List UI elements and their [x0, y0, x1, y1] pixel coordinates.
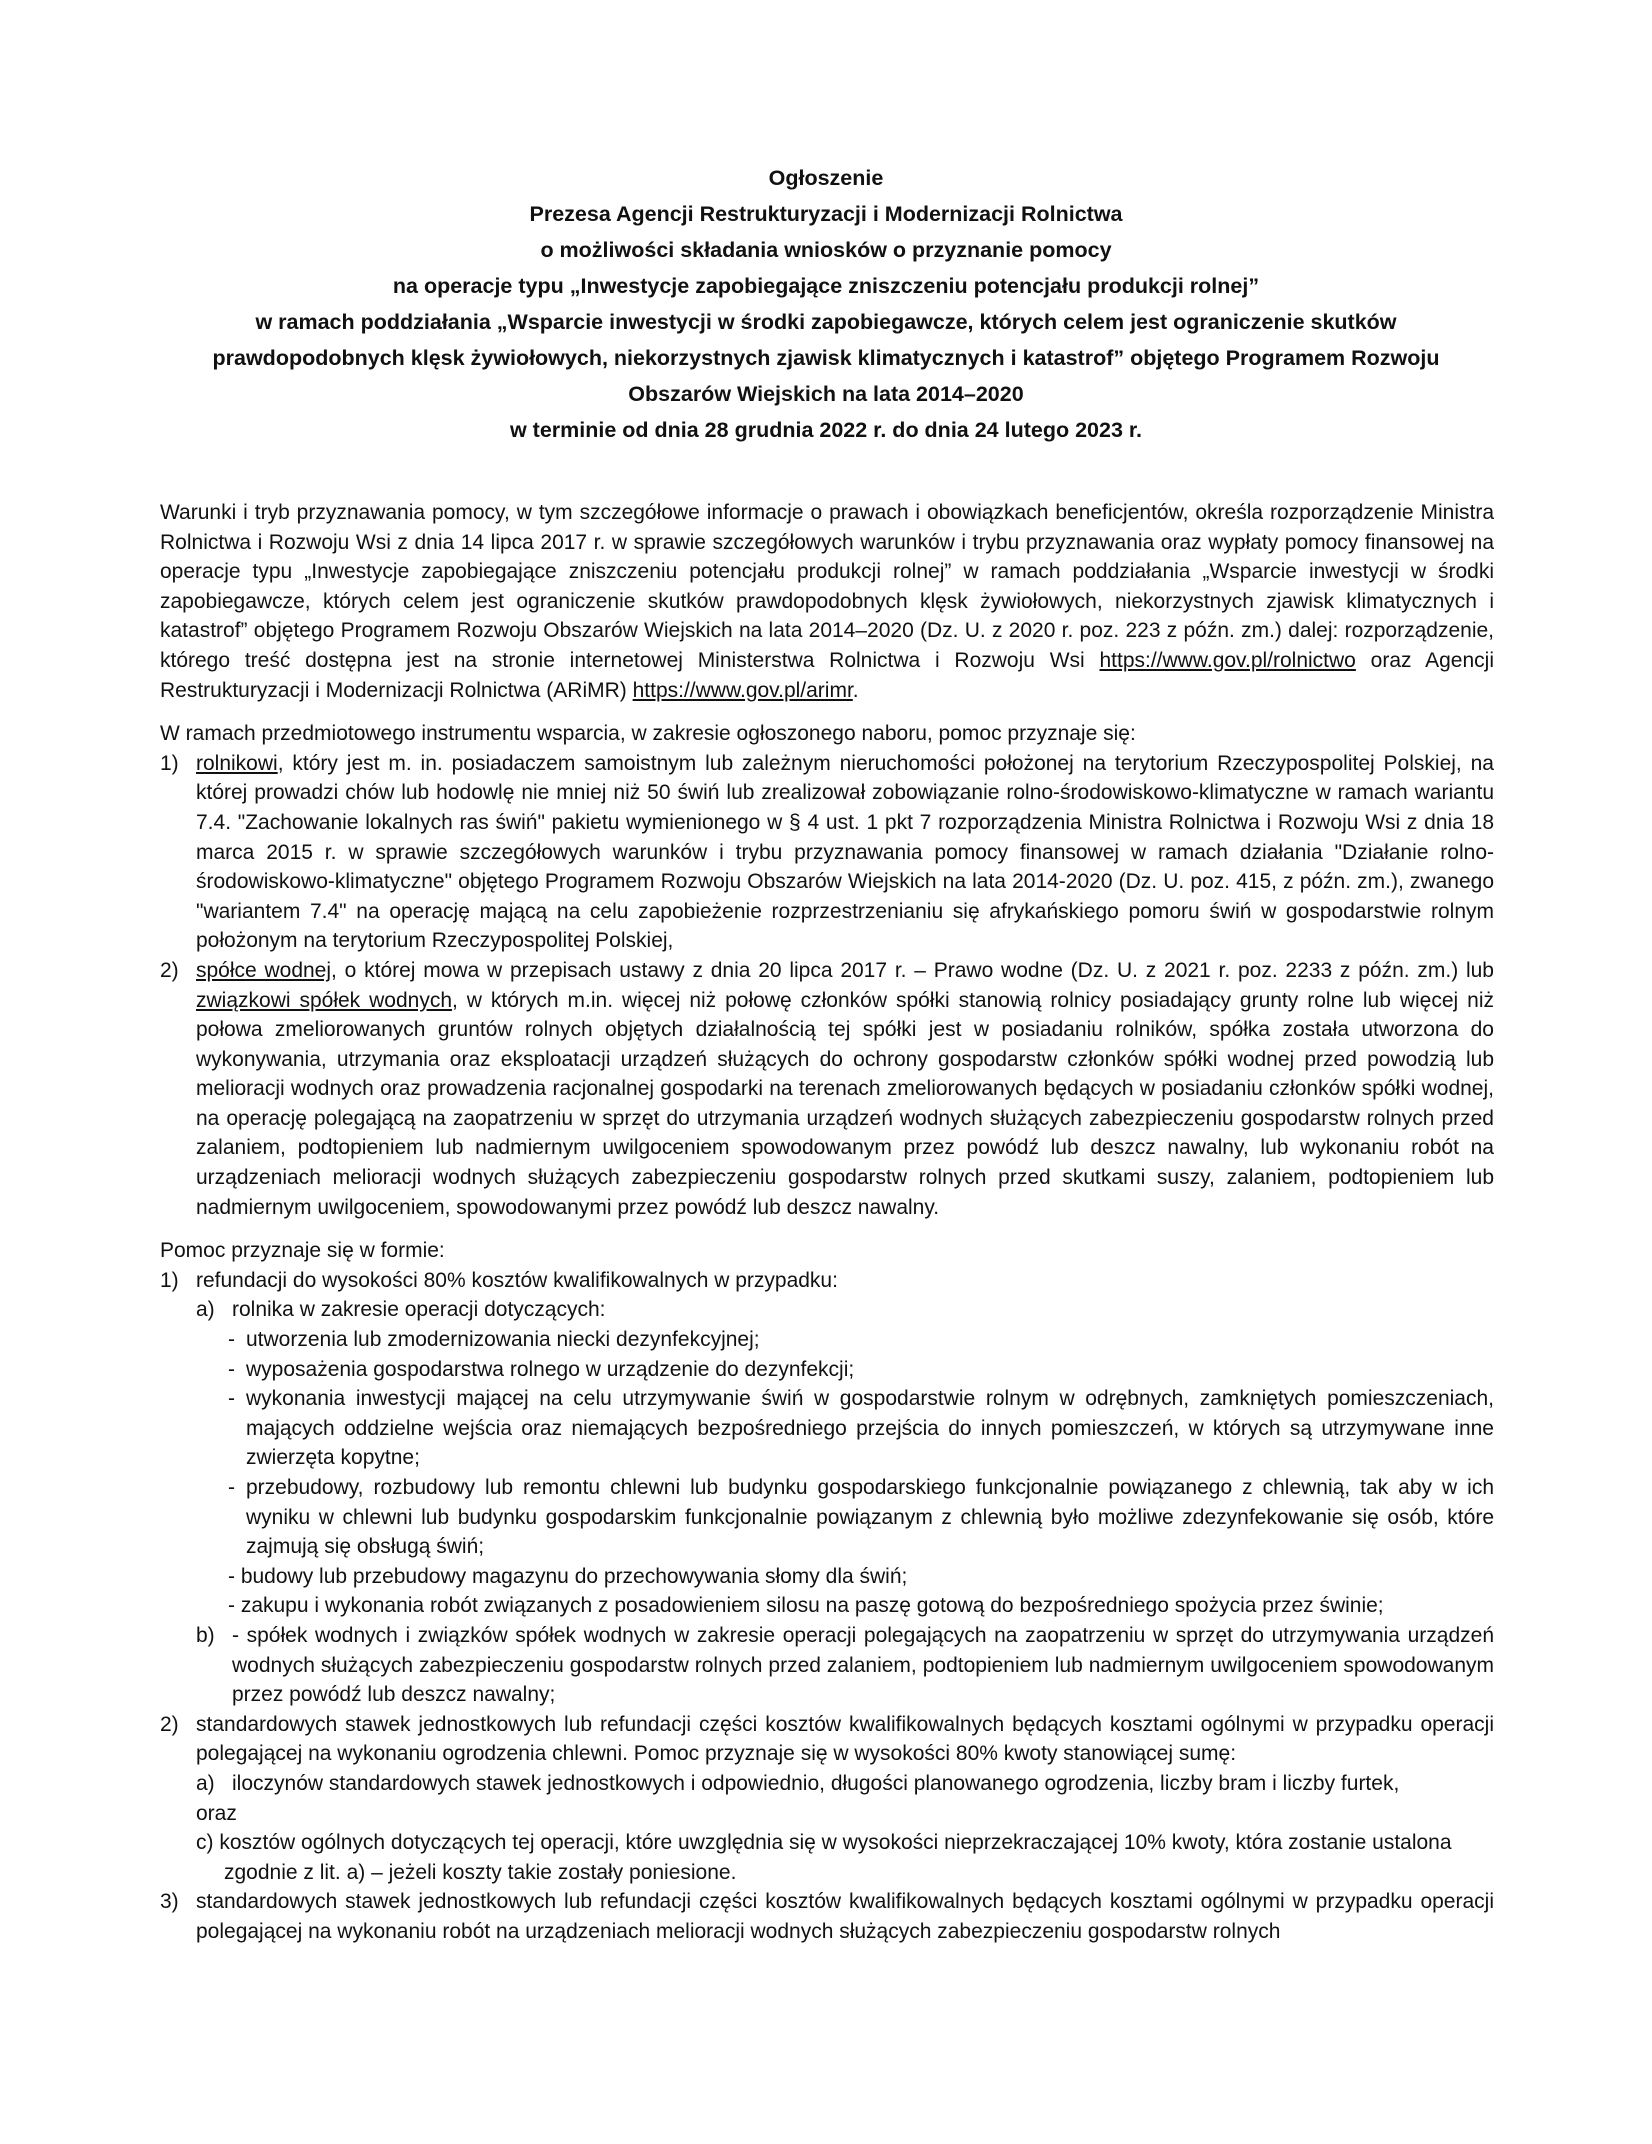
link-rolnictwo[interactable]: https://www.gov.pl/rolnictwo — [1099, 648, 1356, 672]
item-text: refundacji do wysokości 80% kosztów kwalifikowalnych w przypadku: — [196, 1268, 838, 1292]
list-item — [160, 749, 1494, 956]
sub-item-label: a) — [196, 1771, 215, 1795]
intro-mid: oraz Agencji Restrukturyzacji i Modernizacji Rolnictwa (ARiMR) — [160, 648, 1494, 702]
item-text: standardowych stawek jednostkowych lub refundacji części kosztów kwalifikowalnych będących kosztami ogólnymi w przypadku operacji polegającej na wykonaniu ogrodzenia chlewni. Pomoc przyznaje się w wysokości 80% kwoty stanowiącej sumę: — [196, 1712, 1494, 1766]
sub-item-a — [196, 1295, 1494, 1325]
link-arimr[interactable]: https://www.gov.pl/arimr — [632, 678, 853, 702]
dash-item: - budowy lub przebudowy magazynu do przechowywania słomy dla świń; — [228, 1564, 908, 1588]
item-text: standardowych stawek jednostkowych lub refundacji części kosztów kwalifikowalnych będących kosztami ogólnymi w przypadku operacji polegającej na wykonaniu robót na urządzeniach melioracji wodnych służących zabezpieczeniu gospodarstw rolnych — [196, 1890, 1494, 1943]
list-item — [160, 1266, 1494, 1296]
sub-item-text: rolnika w zakresie operacji dotyczących: — [232, 1298, 606, 1322]
list-item — [160, 1710, 1494, 1769]
section1-lead: W ramach przedmiotowego instrumentu wsparcia, w zakresie ogłoszonego naboru, pomoc przyznaje się: — [160, 722, 1136, 746]
term-rolnik: rolnikowi — [196, 751, 278, 775]
sub-item-text: - spółek wodnych i związków spółek wodnych w zakresie operacji polegających na zaopatrzeniu w sprzęt do utrzymywania urządzeń wodnych służących zabezpieczeniu gospodarstw rolnych przed zalaniem, podtopieniem lub nadmiernym uwilgoceniem spowodowanym przez powódź lub deszcz nawalny; — [232, 1623, 1494, 1707]
sub-item-c: c) kosztów ogólnych dotyczących tej operacji, które uwzględnia się w wysokości nieprzekraczającej 10% kwoty, która zostanie ustalona zgodnie z lit. a) – jeżeli koszty takie zostały poniesione. — [196, 1831, 1452, 1884]
intro-end: . — [852, 678, 859, 702]
dash-item: - utworzenia lub zmodernizowania niecki dezynfekcyjnej; — [228, 1328, 760, 1352]
header-line-6: prawdopodobnych klęsk żywiołowych, niekorzystnych zjawisk klimatycznych i katastrof” objętego Programem Rozwoju — [212, 346, 1440, 370]
intro-paragraph — [160, 498, 1494, 705]
document-body — [160, 498, 1494, 1947]
header-line-7: Obszarów Wiejskich na lata 2014–2020 — [628, 382, 1024, 406]
item-number: 3) — [160, 1890, 179, 1914]
dash-item: - wyposażenia gospodarstwa rolnego w urządzenie do dezynfekcji; — [228, 1357, 855, 1381]
item-number: 2) — [160, 958, 179, 982]
section2-lead: Pomoc przyznaje się w formie: — [160, 1239, 445, 1263]
item-text: spółce wodnej, o której mowa w przepisach ustawy z dnia 20 lipca 2017 r. – Prawo wodne (Dz. U. z 2021 r. poz. 2233 z późn. zm.) lub związkowi spółek wodnych, w których m.in. więcej niż połowę członków spółki stanowią rolnicy posiadający grunty rolne lub więcej niż połowa zmeliorowanych gruntów rolnych objętych działalnością tej spółki jest w posiadaniu rolników, spółka została utworzona do wykonywania, utrzymania oraz eksploatacji urządzeń służących do ochrony gospodarstw członków spółki wodnej przed powodzią lub melioracji wodnych oraz prowadzenia racjonalnej gospodarki na terenach zmeliorowanych będących w posiadaniu członków spółki wodnej, na operację polegającą na zaopatrzeniu w sprzęt do utrzymania urządzeń wodnych służących zabezpieczeniu gospodarstw rolnych przed zalaniem, podtopieniem lub nadmiernym uwilgoceniem spowodowanym przez powódź lub deszcz nawalny, lub wykonaniu robót na urządzeniach melioracji wodnych służących zabezpieczeniu gospodarstw rolnych przed skutkami suszy, zalaniem, podtopieniem lub nadmiernym uwilgoceniem, spowodowanymi przez powódź lub deszcz nawalny. — [196, 958, 1494, 1219]
header-line-4: na operacje typu „Inwestycje zapobiegające zniszczeniu potencjału produkcji rolnej” — [392, 274, 1260, 298]
header-line-5: w ramach poddziałania „Wsparcie inwestycji w środki zapobiegawcze, których celem jest ograniczenie skutków — [255, 310, 1397, 334]
item-number: 1) — [160, 751, 179, 775]
list-item — [160, 956, 1494, 1222]
list-item — [160, 1887, 1494, 1946]
header-line-8: w terminie od dnia 28 grudnia 2022 r. do dnia 24 lutego 2023 r. — [509, 418, 1143, 442]
sub-item-text: iloczynów standardowych stawek jednostkowych i odpowiednio, długości planowanego ogrodzenia, liczby bram i liczby furtek, — [232, 1771, 1400, 1795]
announcement-header — [150, 160, 1502, 448]
sub-item-continuation: oraz — [196, 1801, 237, 1825]
item-number: 1) — [160, 1268, 179, 1292]
intro-text: Warunki i tryb przyznawania pomocy, w tym szczegółowe informacje o prawach i obowiązkach beneficjentów, określa rozporządzenie Ministra Rolnictwa i Rozwoju Wsi z dnia 14 lipca 2017 r. w sprawie szczegółowych warunków i trybu przyznawania oraz wypłaty pomocy finansowej na operacje typu „Inwestycje zapobiegające zniszczeniu potencjału produkcji rolnej” w ramach poddziałania „Wsparcie inwestycji w środki zapobiegawcze, których celem jest ograniczenie skutków prawdopodobnych klęsk żywiołowych, niekorzystnych zjawisk klimatycznych i katastrof” objętego Programem Rozwoju Obszarów Wiejskich na lata 2014–2020 (Dz. U. z 2020 r. poz. 223 z późn. zm.) dalej: rozporządzenie, którego treść dostępna jest na stronie internetowej Ministerstwa Rolnictwa i Rozwoju Wsi — [160, 501, 1494, 672]
dash-list — [228, 1325, 1494, 1621]
item-text: rolnikowi, który jest m. in. posiadaczem samoistnym lub zależnym nieruchomości położonej na terytorium Rzeczypospolitej Polskiej, na której prowadzi chów lub hodowlę nie mniej niż 50 świń lub zrealizował zobowiązanie rolno-środowiskowo-klimatyczne w ramach wariantu 7.4. "Zachowanie lokalnych ras świń" pakietu wymienionego w § 4 ust. 1 pkt 7 rozporządzenia Ministra Rolnictwa i Rozwoju Wsi z dnia 18 marca 2015 r. w sprawie szczegółowych warunków i trybu przyznawania pomocy finansowej w ramach działania "Działanie rolno-środowiskowo-klimatyczne" objętego Programem Rozwoju Obszarów Wiejskich na lata 2014-2020 (Dz. U. poz. 415, z późn. zm.), zwanego "wariantem 7.4" na operację mającą na celu zapobieżenie rozprzestrzenianiu się afrykańskiego pomoru świń w gospodarstwie rolnym położonym na terytorium Rzeczypospolitej Polskiej, — [196, 751, 1494, 953]
sub-item-b — [196, 1621, 1494, 1710]
dash-item: - zakupu i wykonania robót związanych z posadowieniem silosu na paszę gotową do bezpośredniego spożycia przez świnie; — [228, 1594, 1384, 1618]
dash-item: - wykonania inwestycji mającej na celu utrzymywanie świń w gospodarstwie rolnym w odrębnych, zamkniętych pomieszczeniach, mających oddzielne wejścia oraz niemających bezpośredniego przejścia do innych pomieszczeń, w których są utrzymywane inne zwierzęta kopytne; — [228, 1387, 1494, 1470]
sub-item-label: a) — [196, 1298, 215, 1322]
header-line-3: o możliwości składania wniosków o przyznanie pomocy — [540, 238, 1112, 262]
header-line-2: Prezesa Agencji Restrukturyzacji i Modernizacji Rolnictwa — [529, 202, 1123, 226]
header-line-1: Ogłoszenie — [768, 166, 884, 190]
sub-item-a — [196, 1769, 1494, 1799]
term-spolka-wodna: spółce wodnej — [196, 958, 332, 982]
item-number: 2) — [160, 1712, 179, 1736]
sub-item-label: b) — [196, 1623, 215, 1647]
term-zwiazek-spolek: związkowi spółek wodnych — [196, 988, 453, 1012]
dash-item: - przebudowy, rozbudowy lub remontu chlewni lub budynku gospodarskiego funkcjonalnie powiązanego z chlewnią, tak aby w ich wyniku w chlewni lub budynku gospodarskim funkcjonalnie powiązanym z chlewnią było możliwe zdezynfekowanie się osób, które zajmują się obsługą świń; — [228, 1476, 1494, 1559]
